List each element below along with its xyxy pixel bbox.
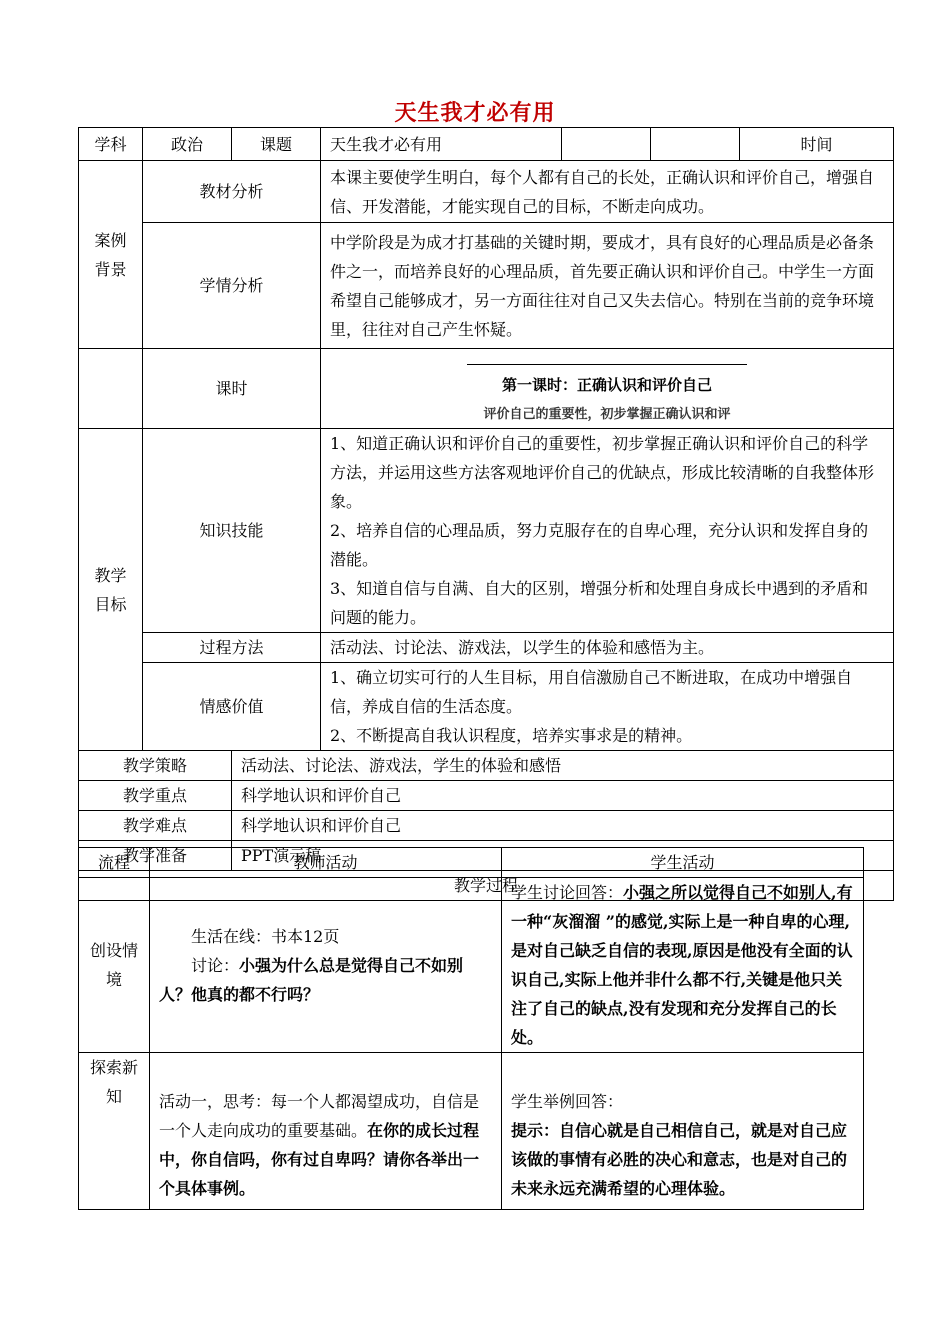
lesson-plan-table xyxy=(78,127,894,901)
student-activity-hint-label: 提示： xyxy=(511,1121,560,1140)
teacher-activity-line: 生活在线：书本12页 xyxy=(191,926,340,946)
teacher-activity-cell xyxy=(150,878,502,1053)
student-activity-hint: 自信心就是自己相信自己，就是对自己应该做的事情有必胜的决心和意志，也是对自己的未来永远充满希望的心理体验。 xyxy=(511,1121,848,1198)
student-analysis-label: 学情分析 xyxy=(143,223,321,349)
process-method-text: 活动法、讨论法、游戏法，以学生的体验和感悟为主。 xyxy=(321,633,894,663)
process-section-title: 教学过程 xyxy=(79,871,894,901)
teacher-activity-cell xyxy=(150,1053,502,1210)
knowledge-item: 2、培养自信的心理品质，努力克服存在的自卑心理，充分认识和发挥自身的潜能。 xyxy=(330,521,869,569)
key-point-label: 教学重点 xyxy=(79,781,232,811)
difficulty-value: 科学地认识和评价自己 xyxy=(232,811,894,841)
objectives-label: 教学目标 xyxy=(79,429,143,751)
emotion-item: 2、不断提高自我认识程度，培养实事求是的精神。 xyxy=(330,726,693,745)
topic-value: 天生我才必有用 xyxy=(321,128,562,161)
document-title: 天生我才必有用 xyxy=(394,100,556,126)
teacher-activity-text xyxy=(159,951,492,1009)
teacher-activity-question: 在你的成长过程中，你自信吗，你有过自卑吗？请你各举出一个具体事例。 xyxy=(159,1121,480,1198)
student-activity-cell xyxy=(502,1053,864,1210)
lesson-label: 课时 xyxy=(143,349,321,429)
student-activity-prefix: 学生讨论回答： xyxy=(511,883,624,902)
slide-subtitle: 评价自己的重要性，初步掌握正确认识和评 xyxy=(483,406,731,422)
student-activity-text xyxy=(511,1116,854,1203)
student-activity-cell xyxy=(502,878,864,1053)
lesson-slide-cell xyxy=(321,349,894,429)
strategy-value: 活动法、讨论法、游戏法，学生的体验和感悟 xyxy=(232,751,894,781)
preparation-value: PPT演示稿 xyxy=(232,841,894,871)
teacher-activity-question: 小强为什么总是觉得自己不如别人？他真的都不行吗？ xyxy=(159,955,464,1004)
empty-cell xyxy=(651,128,740,161)
slide-thumbnail xyxy=(321,350,893,428)
key-point-value: 科学地认识和评价自己 xyxy=(232,781,894,811)
topic-label: 课题 xyxy=(232,128,321,161)
knowledge-text xyxy=(321,429,894,633)
slide-title: 第一课时：正确认识和评价自己 xyxy=(467,364,747,400)
flow-step: 创设情境 xyxy=(79,878,150,1053)
flow-header: 流程 xyxy=(79,848,150,878)
teaching-process-table xyxy=(78,847,864,1210)
student-analysis-text: 中学阶段是为成才打基础的关键时期，要成才，具有良好的心理品质是必备条件之一，而培养良好的心理品质，首先要正确认识和评价自己。中学生一方面希望自己能够成才，另一方面往往对自己又失去信心。特别在当前的竞争环境里，往往对自己产生怀疑。 xyxy=(321,223,894,349)
knowledge-item: 3、知道自信与自满、自大的区别，增强分析和处理自身成长中遇到的矛盾和问题的能力。 xyxy=(330,579,869,627)
teacher-activity-prefix: 活动一，思考：每一个人都渴望成功，自信是一个人走向成功的重要基础。 xyxy=(159,1092,480,1140)
difficulty-label: 教学难点 xyxy=(79,811,232,841)
flow-step: 探索新知 xyxy=(79,1053,150,1210)
empty-cell xyxy=(79,349,143,429)
textbook-analysis-text: 本课主要使学生明白，每个人都有自己的长处，正确认识和评价自己，增强自信、开发潜能，才能实现自己的目标，不断走向成功。 xyxy=(321,161,894,223)
case-background-label: 案例背景 xyxy=(79,161,143,349)
strategy-label: 教学策略 xyxy=(79,751,232,781)
process-method-label: 过程方法 xyxy=(143,633,321,663)
teacher-activity-header: 教师活动 xyxy=(150,848,502,878)
empty-cell xyxy=(562,128,651,161)
knowledge-item: 1、知道正确认识和评价自己的重要性，初步掌握正确认识和评价自己的科学方法，并运用这些方法客观地评价自己的优缺点，形成比较清晰的自我整体形象。 xyxy=(330,434,875,511)
emotion-text xyxy=(321,663,894,751)
subject-label: 学科 xyxy=(79,128,143,161)
subject-value: 政治 xyxy=(143,128,232,161)
student-activity-header: 学生活动 xyxy=(502,848,864,878)
emotion-label: 情感价值 xyxy=(143,663,321,751)
teacher-activity-prefix: 讨论： xyxy=(191,955,240,975)
student-activity-line: 学生举例回答： xyxy=(511,1092,624,1111)
student-activity-answer: 小强之所以觉得自己不如别人,有一种“灰溜溜 ”的感觉,实际上是一种自卑的心理,是对自己缺乏自信的表现,原因是他没有全面的认识自己,实际上他并非什么都不行,关键是他只关注了自己的缺点,没有发现和充分发挥自己的长处。 xyxy=(511,883,853,1047)
knowledge-label: 知识技能 xyxy=(143,429,321,633)
emotion-item: 1、确立切实可行的人生目标，用自信激励自己不断进取，在成功中增强自信，养成自信的生活态度。 xyxy=(330,668,853,716)
preparation-label: 教学准备 xyxy=(79,841,232,871)
time-label: 时间 xyxy=(740,128,894,161)
textbook-analysis-label: 教材分析 xyxy=(143,161,321,223)
